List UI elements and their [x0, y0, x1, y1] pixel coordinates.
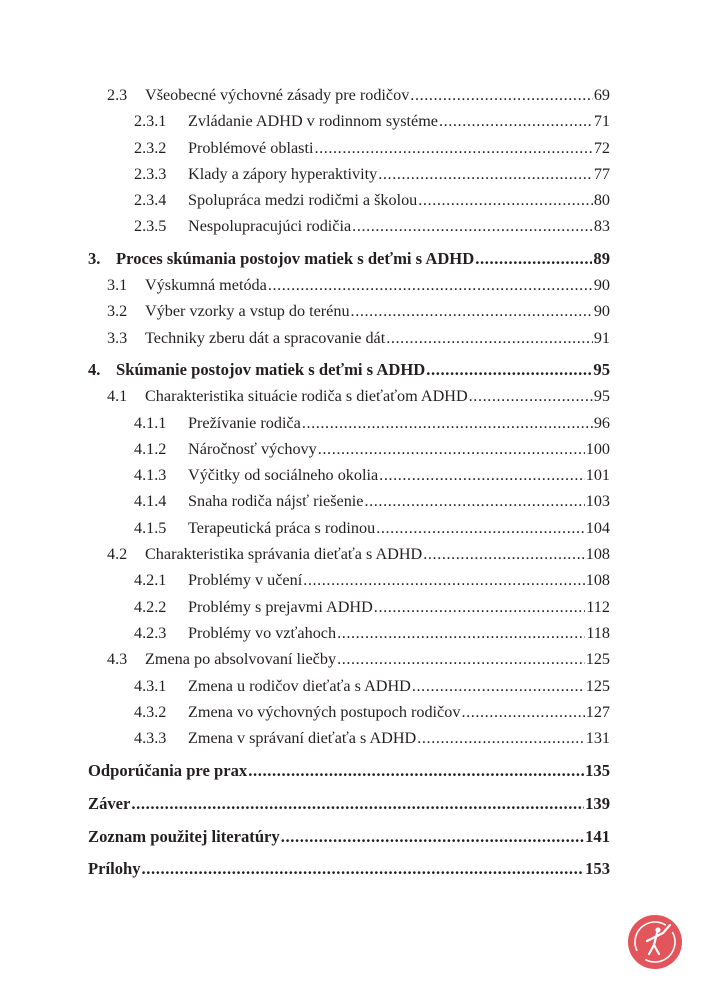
dot-leader [423, 541, 584, 567]
toc-entry[interactable] [88, 673, 610, 699]
toc-entry[interactable] [88, 135, 610, 161]
toc-entry-title: Prežívanie rodiča [188, 413, 301, 432]
toc-entry-page: 90 [593, 276, 610, 295]
toc-entry-title: Problémy v učení [188, 571, 303, 590]
toc-entry[interactable] [88, 82, 610, 108]
toc-entry-page: 100 [585, 439, 610, 458]
toc-entry-title: Spolupráca medzi rodičmi a školou [188, 191, 418, 210]
toc-entry-title: Charakteristika správania dieťaťa s ADHD [145, 545, 423, 564]
dot-leader [475, 246, 592, 272]
dot-leader [268, 272, 593, 298]
toc-entry-title: Zvládanie ADHD v rodinnom systéme [188, 112, 438, 131]
toc-entry-number: 4.1.2 [134, 439, 167, 458]
toc-entry[interactable] [88, 646, 610, 672]
dot-leader [302, 410, 593, 436]
dot-leader [386, 325, 593, 351]
toc-entry-number: 4.1 [107, 387, 128, 406]
toc-entry-page: 90 [593, 302, 610, 321]
toc-entry-title: Charakteristika situácie rodiča s dieťaťom ADHD [145, 387, 468, 406]
toc-section[interactable] [88, 856, 610, 882]
toc-entry-title: Zmena vo výchovných postupoch rodičov [188, 702, 461, 721]
toc-entry-page: 72 [593, 138, 610, 157]
toc-section-page: 141 [585, 826, 610, 846]
dot-leader [351, 298, 593, 324]
toc-entry[interactable] [88, 213, 610, 239]
toc-entry-number: 2.3.4 [134, 191, 167, 210]
toc-entry-number: 4.1.1 [134, 413, 167, 432]
toc-entry[interactable] [88, 436, 610, 462]
toc-section-page: 153 [585, 859, 610, 879]
toc-chapter[interactable] [88, 246, 610, 272]
toc-entry-page: 112 [586, 597, 610, 616]
toc-chapter-number: 3. [88, 248, 101, 268]
dot-leader [337, 620, 585, 646]
dot-leader [364, 488, 584, 514]
toc-chapter-number: 4. [88, 359, 101, 379]
toc-entry-title: Problémy vo vzťahoch [188, 623, 337, 642]
toc-entry[interactable] [88, 567, 610, 593]
toc-entry[interactable] [88, 161, 610, 187]
toc-entry-number: 4.1.3 [134, 466, 167, 485]
toc-entry-title: Výskumná metóda [145, 276, 267, 295]
toc-entry-title: Výčitky od sociálneho okolia [188, 466, 379, 485]
toc-entry-number: 3.1 [107, 276, 128, 295]
toc-chapter-title: Proces skúmania postojov matiek s deťmi s ADHD [116, 248, 475, 268]
toc-entry-page: 77 [593, 164, 610, 183]
toc-section-page: 139 [585, 793, 610, 813]
toc-entry-title: Nespolupracujúci rodičia [188, 217, 352, 236]
dot-leader [376, 515, 585, 541]
toc-entry-title: Problémové oblasti [188, 138, 314, 157]
toc-entry-number: 4.3.3 [134, 729, 167, 748]
toc-entry-number: 2.3.3 [134, 164, 167, 183]
toc-entry-title: Terapeutická práca s rodinou [188, 518, 376, 537]
toc-section-title: Odporúčania pre prax [88, 760, 248, 780]
toc-entry-number: 4.3.1 [134, 676, 167, 695]
toc-section-title: Zoznam použitej literatúry [88, 826, 280, 846]
toc-entry-page: 91 [593, 328, 610, 347]
toc-section-title: Prílohy [88, 859, 141, 879]
toc-entry-page: 95 [593, 387, 610, 406]
toc-entry-number: 2.3.2 [134, 138, 167, 157]
toc-chapter-title: Skúmanie postojov matiek s deťmi s ADHD [116, 359, 426, 379]
toc-entry-page: 103 [585, 492, 610, 511]
dot-leader [461, 699, 584, 725]
dot-leader [303, 567, 585, 593]
toc-entry-number: 4.3.2 [134, 702, 167, 721]
dot-leader [142, 856, 585, 882]
toc-entry[interactable] [88, 187, 610, 213]
toc-section-page: 135 [585, 760, 610, 780]
dot-leader [379, 462, 585, 488]
toc-entry[interactable] [88, 594, 610, 620]
dot-leader [337, 646, 585, 672]
toc-entry-title: Výber vzorky a vstup do terénu [145, 302, 350, 321]
dot-leader [352, 213, 593, 239]
toc-entry-page: 108 [585, 571, 610, 590]
toc-entry-title: Všeobecné výchovné zásady pre rodičov [145, 86, 410, 104]
toc-entry[interactable] [88, 108, 610, 134]
toc-entry[interactable] [88, 462, 610, 488]
dot-leader [281, 824, 584, 850]
toc-entry-page: 127 [585, 702, 610, 721]
toc-entry[interactable] [88, 272, 610, 298]
toc-section[interactable] [88, 758, 610, 784]
dot-leader [410, 82, 593, 108]
dot-leader [418, 187, 593, 213]
toc-section[interactable] [88, 791, 610, 817]
toc-chapter-page: 89 [593, 248, 610, 268]
toc-entry[interactable] [88, 515, 610, 541]
toc-entry-number: 2.3 [107, 86, 128, 104]
toc-entry[interactable] [88, 620, 610, 646]
toc-entry-page: 96 [593, 413, 610, 432]
toc-entry-title: Snaha rodiča nájsť riešenie [188, 492, 364, 511]
dot-leader [412, 673, 585, 699]
dot-leader [469, 383, 593, 409]
publisher-logo-icon [627, 914, 683, 970]
toc-entry-page: 101 [585, 466, 610, 485]
toc-entry-number: 4.2.3 [134, 623, 167, 642]
toc-section[interactable] [88, 824, 610, 850]
toc-entry-number: 4.1.4 [134, 492, 167, 511]
toc-entry-number: 4.2.2 [134, 597, 167, 616]
toc-entry-page: 83 [593, 217, 610, 236]
toc-entry[interactable] [88, 725, 610, 751]
toc-entry-number: 4.2.1 [134, 571, 167, 590]
toc-entry-page: 118 [586, 623, 610, 642]
toc-entry-number: 2.3.1 [134, 112, 167, 131]
dot-leader [426, 357, 592, 383]
toc-entry-title: Zmena u rodičov dieťaťa s ADHD [188, 676, 411, 695]
toc-entry-number: 3.3 [107, 328, 128, 347]
toc-entry-page: 125 [585, 650, 610, 669]
toc-entry-title: Zmena po absolvovaní liečby [145, 650, 337, 669]
toc-entry[interactable] [88, 541, 610, 567]
dot-leader [378, 161, 593, 187]
toc-entry-number: 4.3 [107, 650, 128, 669]
toc-entry-title: Zmena v správaní dieťaťa s ADHD [188, 729, 417, 748]
toc-entry-number: 2.3.5 [134, 217, 167, 236]
toc-entry-title: Klady a zápory hyperaktivity [188, 164, 378, 183]
toc-entry-number: 3.2 [107, 302, 128, 321]
toc-entry-page: 80 [593, 191, 610, 210]
toc-entry[interactable] [88, 488, 610, 514]
toc-entry[interactable] [88, 410, 610, 436]
toc-entry[interactable] [88, 325, 610, 351]
toc-entry-number: 4.1.5 [134, 518, 167, 537]
toc-entry-number: 4.2 [107, 545, 128, 564]
toc-entry-page: 104 [585, 518, 610, 537]
toc-entry-title: Techniky zberu dát a spracovanie dát [145, 328, 386, 347]
toc-entry-page: 125 [585, 676, 610, 695]
dot-leader [248, 758, 584, 784]
toc-entry[interactable] [88, 383, 610, 409]
toc-entry[interactable] [88, 298, 610, 324]
toc-entry-page: 69 [593, 86, 610, 104]
toc-entry-page: 71 [593, 112, 610, 131]
toc-entry-title: Problémy s prejavmi ADHD [188, 597, 373, 616]
toc-section-title: Záver [88, 793, 131, 813]
dot-leader [318, 436, 585, 462]
table-of-contents [88, 82, 610, 883]
toc-entry-title: Náročnosť výchovy [188, 439, 317, 458]
dot-leader [131, 791, 584, 817]
dot-leader [374, 594, 586, 620]
toc-entry-page: 131 [585, 729, 610, 748]
dot-leader [439, 108, 593, 134]
dot-leader [417, 725, 584, 751]
toc-entry[interactable] [88, 699, 610, 725]
toc-chapter[interactable] [88, 357, 610, 383]
toc-chapter-page: 95 [593, 359, 610, 379]
dot-leader [314, 135, 592, 161]
toc-entry-page: 108 [585, 545, 610, 564]
